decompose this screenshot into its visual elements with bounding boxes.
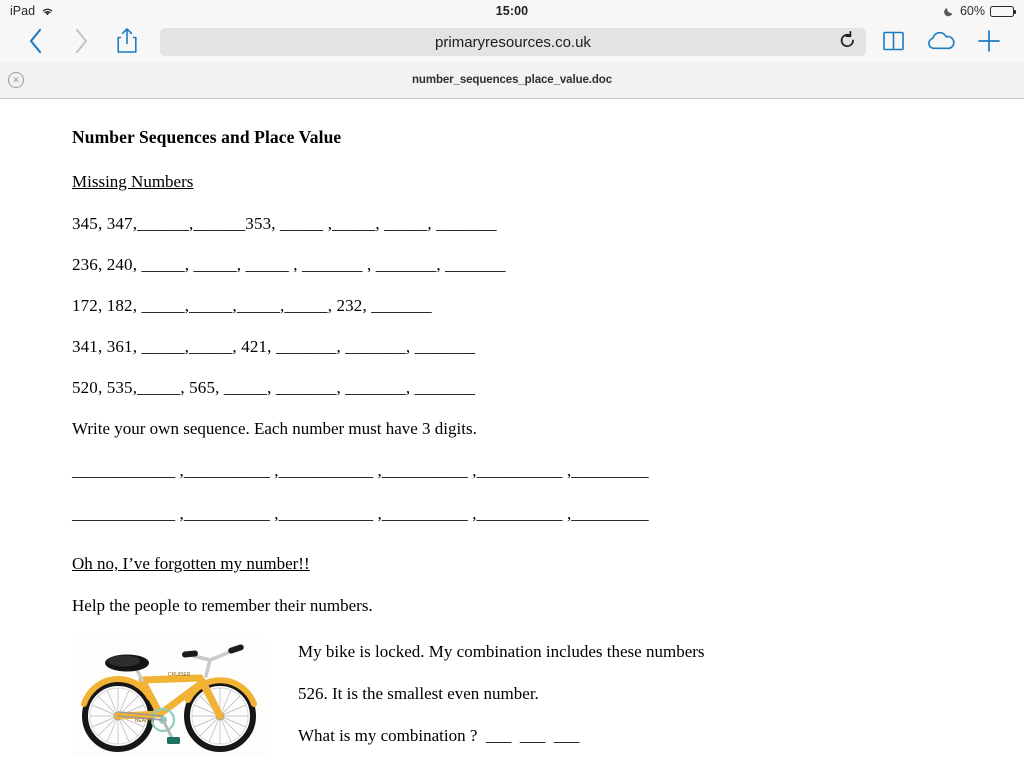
cloud-icon	[926, 30, 957, 55]
reload-icon	[839, 31, 856, 53]
document-viewport[interactable]	[0, 99, 1024, 768]
battery-percent-label: 60%	[959, 4, 985, 18]
device-name-label: iPad	[10, 4, 36, 18]
bike-problem-line-1: My bike is locked. My combination includes these numbers	[298, 642, 705, 661]
document-content	[0, 99, 1024, 756]
open-book-icon	[882, 29, 905, 56]
bookmarks-button[interactable]	[870, 24, 916, 60]
write-own-sequence-instruction: Write your own sequence. Each number must have 3 digits.	[72, 419, 477, 438]
bike-problem-line-3[interactable]: What is my combination ? ___ ___ ___	[298, 726, 580, 745]
bike-problem-text	[298, 638, 705, 746]
svg-text:CRUISER: CRUISER	[168, 672, 191, 678]
share-upload-icon	[116, 27, 138, 57]
back-button[interactable]	[12, 24, 58, 60]
chevron-left-icon	[28, 28, 43, 57]
url-text[interactable]: primaryresources.co.uk	[435, 33, 591, 51]
sequence-line-4: 341, 361, _____,_____, 421, _______, _______, _______	[72, 337, 476, 356]
crescent-moon-icon	[944, 6, 955, 17]
sequence-line-2: 236, 240, _____, _____, _____ , _______ , _______, _______	[72, 255, 506, 274]
plus-icon	[976, 28, 1002, 57]
battery-icon	[990, 6, 1014, 17]
answer-blank-row-1[interactable]: ____________ ,__________ ,___________ ,__________ ,__________ ,_________	[72, 461, 649, 480]
tab-bar	[0, 62, 1024, 99]
close-circle-icon[interactable]: ✕	[8, 72, 24, 88]
reload-button[interactable]	[836, 31, 858, 53]
sequence-line-5: 520, 535,_____, 565, _____, _______, _______, _______	[72, 378, 476, 397]
status-bar-right	[944, 4, 1014, 18]
sequence-line-1: 345, 347,______,______353, _____ ,_____, _____, _______	[72, 214, 497, 233]
yellow-cruiser-bicycle-image	[72, 638, 266, 756]
section-heading-oh-no: Oh no, I’ve forgotten my number!!	[72, 554, 310, 573]
icloud-tabs-button[interactable]	[916, 24, 966, 60]
document-title: Number Sequences and Place Value	[72, 127, 342, 147]
browser-toolbar	[0, 22, 1024, 62]
chevron-right-icon	[74, 28, 89, 57]
status-bar-clock: 15:00	[495, 4, 529, 18]
forward-button[interactable]	[58, 24, 104, 60]
status-bar	[0, 0, 1024, 22]
new-tab-button[interactable]	[966, 24, 1012, 60]
bike-problem-block	[72, 638, 1024, 756]
section-heading-missing-numbers: Missing Numbers	[72, 172, 194, 191]
answer-blank-row-2[interactable]: ____________ ,__________ ,___________ ,__________ ,__________ ,_________	[72, 504, 649, 523]
tab-title[interactable]: number_sequences_place_value.doc	[411, 74, 613, 86]
share-button[interactable]	[104, 24, 150, 60]
help-people-instruction: Help the people to remember their numbers.	[72, 596, 373, 615]
svg-text:BEACH: BEACH	[135, 718, 153, 724]
address-bar[interactable]	[160, 28, 866, 56]
bike-problem-line-2: 526. It is the smallest even number.	[298, 684, 539, 703]
sequence-line-3: 172, 182, _____,_____,_____,_____, 232, _______	[72, 296, 432, 315]
